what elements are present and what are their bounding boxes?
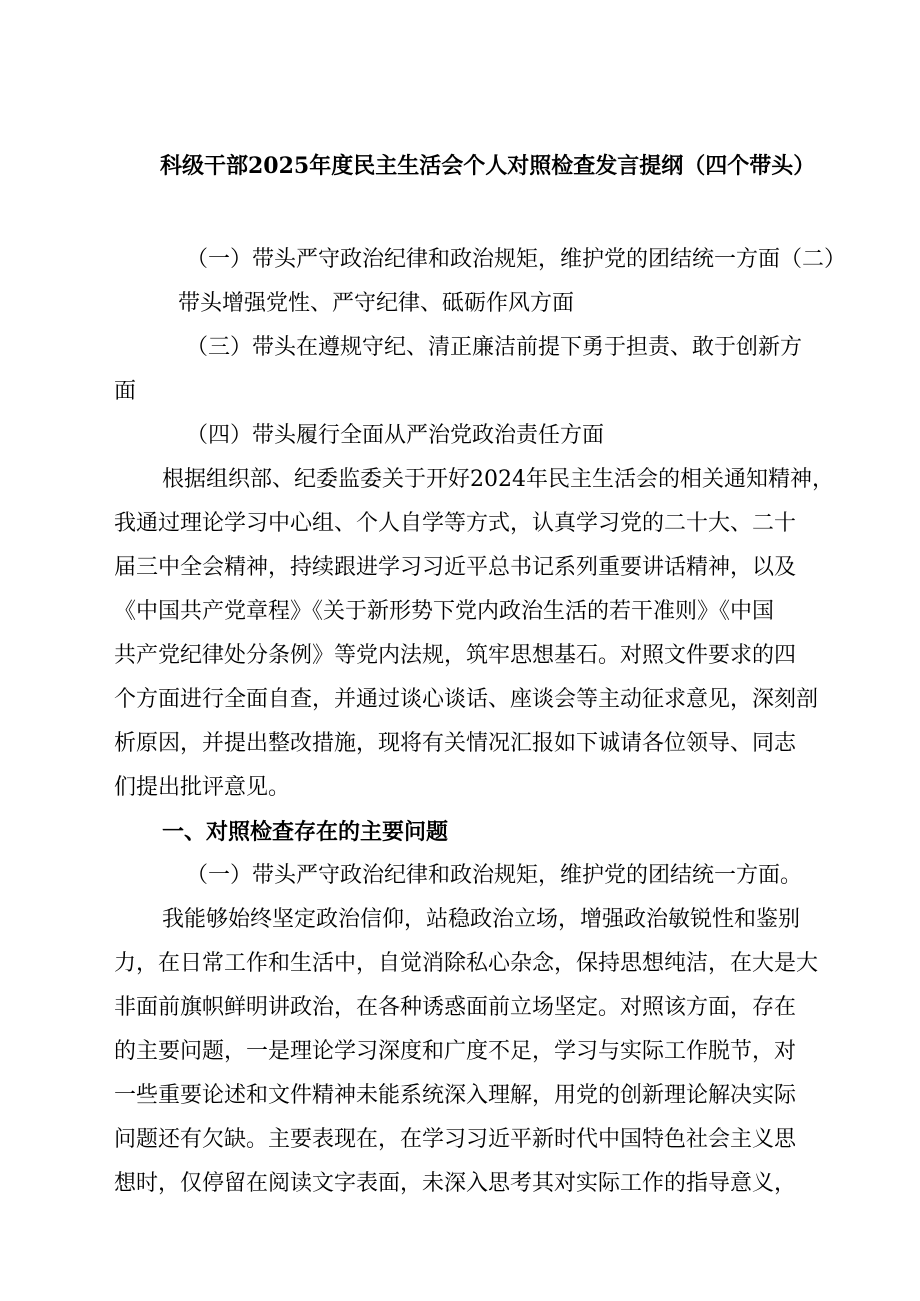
section-line: 的主要问题，一是理论学习深度和广度不足，学习与实际工作脱节，对 <box>114 1039 797 1064</box>
toc-line: （四）带头履行全面从严治党政治责任方面 <box>186 423 605 448</box>
intro-line: 共产党纪律处分条例》等党内法规，筑牢思想基石。对照文件要求的四 <box>114 643 797 668</box>
subsection-heading: （一）带头严守政治纪律和政治规矩，维护党的团结统一方面。 <box>186 863 803 888</box>
section-line: 力，在日常工作和生活中，自觉消除私心杂念，保持思想纯洁，在大是大 <box>114 951 819 976</box>
section-line: 想时，仅停留在阅读文字表面，未深入思考其对实际工作的指导意义， <box>114 1171 797 1196</box>
section-line: 问题还有欠缺。主要表现在，在学习习近平新时代中国特色社会主义思 <box>114 1127 797 1152</box>
document-title: 科级干部2025年度民主生活会个人对照检查发言提纲（四个带头） <box>160 153 816 179</box>
toc-line: 面 <box>114 379 137 404</box>
intro-line: 《中国共产党章程》《关于新形势下党内政治生活的若干准则》《中国 <box>114 599 775 624</box>
intro-line: 根据组织部、纪委监委关于开好2024年民主生活会的相关通知精神， <box>162 467 834 492</box>
section-heading: 一、对照检查存在的主要问题 <box>162 819 449 845</box>
intro-line: 析原因，并提出整改措施，现将有关情况汇报如下诚请各位领导、同志 <box>114 731 797 756</box>
toc-line: （一）带头严守政治纪律和政治规矩，维护党的团结统一方面（二） <box>186 247 847 272</box>
intro-line: 届三中全会精神，持续跟进学习习近平总书记系列重要讲话精神，以及 <box>114 555 797 580</box>
toc-block <box>114 238 847 458</box>
intro-line: 我通过理论学习中心组、个人自学等方式，认真学习党的二十大、二十 <box>114 511 797 536</box>
section-line: 一些重要论述和文件精神未能系统深入理解，用党的创新理论解决实际 <box>114 1083 797 1108</box>
section-line: 非面前旗帜鲜明讲政治，在各种诱惑面前立场坚定。对照该方面，存在 <box>114 995 797 1020</box>
intro-paragraph <box>114 458 834 810</box>
intro-line: 们提出批评意见。 <box>114 775 291 800</box>
section-1 <box>114 810 834 1206</box>
section-line: 我能够始终坚定政治信仰，站稳政治立场，增强政治敏锐性和鉴别 <box>162 907 801 932</box>
intro-line: 个方面进行全面自查，并通过谈心谈话、座谈会等主动征求意见，深刻剖 <box>114 687 819 712</box>
toc-line: 带头增强党性、严守纪律、砥砺作风方面 <box>178 291 575 316</box>
toc-line: （三）带头在遵规守纪、清正廉洁前提下勇于担责、敢于创新方 <box>186 335 803 360</box>
